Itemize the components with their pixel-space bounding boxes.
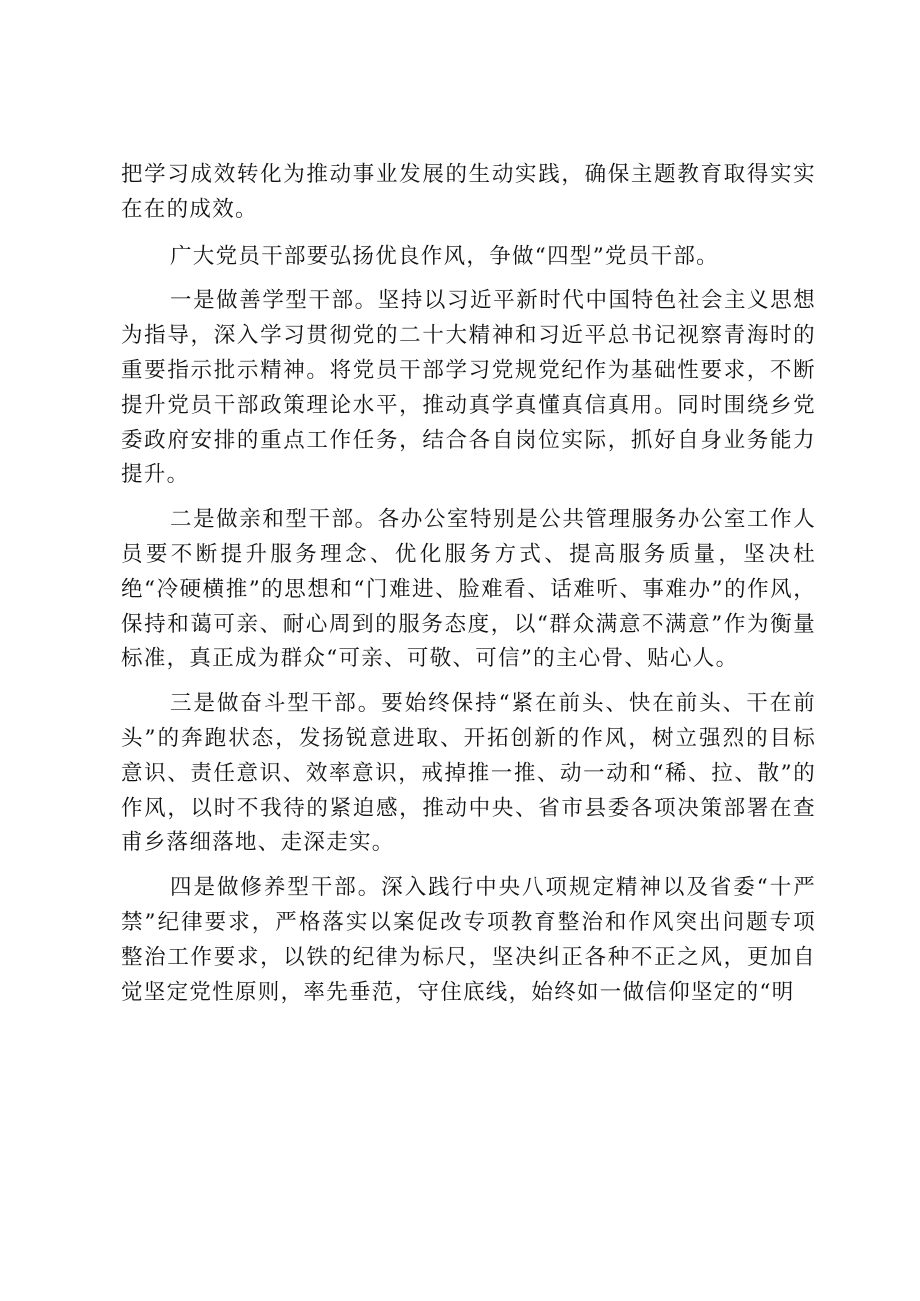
paragraph-intro: 广大党员干部要弘扬优良作风，争做“四型”党员干部。 bbox=[170, 243, 719, 269]
paragraph-point-three: 三是做奋斗型干部。要始终保持“紧在前头、快在前头、干在前头”的奔跑状态，发扬锐意进取、开拓创新的作风，树立强烈的目标意识、责任意识、效率意识，戒掉推一推、动一动和“稀、拉、散”的作风，以时不我待的紧迫感，推动中央、省市县委各项决策部署在查甫乡落细落地、走深走实。 bbox=[121, 691, 816, 856]
paragraph-continuation: 把学习成效转化为推动事业发展的生动实践，确保主题教育取得实实在在的成效。 bbox=[121, 162, 816, 222]
paragraph-point-one: 一是做善学型干部。坚持以习近平新时代中国特色社会主义思想为指导，深入学习贯彻党的二十大精神和习近平总书记视察青海时的重要指示批示精神。将党员干部学习党规党纪作为基础性要求，不断提升党员干部政策理论水平，推动真学真懂真信真用。同时围绕乡党委政府安排的重点工作任务，结合各自岗位实际，抓好自身业务能力提升。 bbox=[121, 288, 816, 488]
document-body bbox=[121, 158, 816, 1010]
paragraph-point-four: 四是做修养型干部。深入践行中央八项规定精神以及省委“十严禁”纪律要求，严格落实以案促改专项教育整治和作风突出问题专项整治工作要求，以铁的纪律为标尺，坚决纠正各种不正之风，更加自觉坚定党性原则，率先垂范，守住底线，始终如一做信仰坚定的“明 bbox=[121, 875, 816, 1005]
paragraph-point-two: 二是做亲和型干部。各办公室特别是公共管理服务办公室工作人员要不断提升服务理念、优化服务方式、提高服务质量，坚决杜绝“冷硬横推”的思想和“门难进、脸难看、话难听、事难办”的作风，保持和蔼可亲、耐心周到的服务态度，以“群众满意不满意”作为衡量标准，真正成为群众“可亲、可敬、可信”的主心骨、贴心人。 bbox=[121, 507, 816, 672]
